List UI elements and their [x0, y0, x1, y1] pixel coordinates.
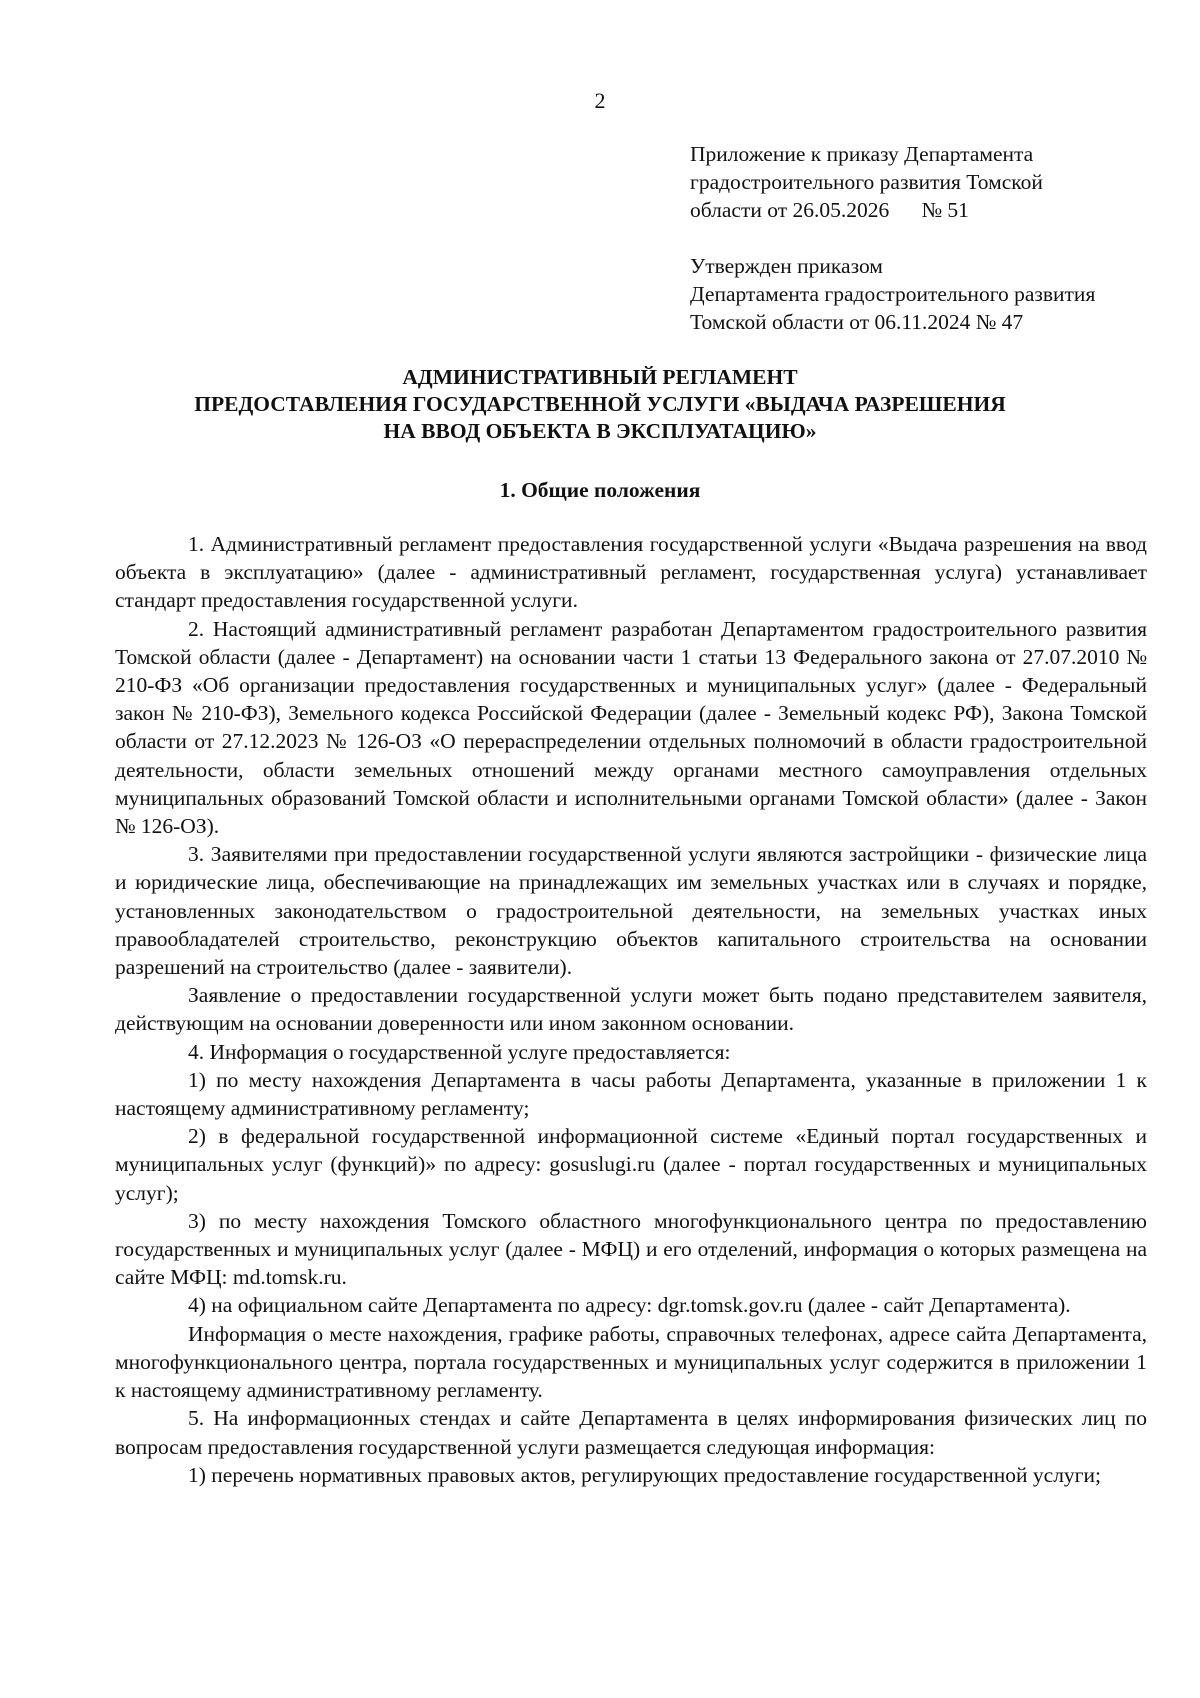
paragraph: 1) перечень нормативных правовых актов, регулирующих предоставление государственной услуги; [188, 1462, 1101, 1487]
approval-line: Томской области от 06.11.2024 № 47 [690, 310, 1024, 334]
title-line: НА ВВОД ОБЪЕКТА В ЭКСПЛУАТАЦИЮ» [383, 419, 817, 443]
paragraph: 3) по месту нахождения Томского областного многофункционального центра по предоставлению государственных и муниципальных услуг (далее - МФЦ) и его отделений, информация о которых размещена на сайте МФЦ: md.tomsk.ru. [115, 1208, 1147, 1290]
title-line: ПРЕДОСТАВЛЕНИЯ ГОСУДАРСТВЕННОЙ УСЛУГИ «ВЫДАЧА РАЗРЕШЕНИЯ [194, 392, 1006, 416]
paragraph: Информация о месте нахождения, графике работы, справочных телефонах, адресе сайта Департамента, многофункционального центра, портала государственных и муниципальных услуг содержится в приложении 1 к настоящему административному регламенту. [115, 1321, 1147, 1403]
section-heading: 1. Общие положения [499, 478, 701, 502]
paragraph: 4) на официальном сайте Департамента по адресу: dgr.tomsk.gov.ru (далее - сайт Департамента). [188, 1293, 1071, 1318]
approval-block [690, 252, 1160, 336]
appendix-block [690, 140, 1160, 224]
paragraph: 1) по месту нахождения Департамента в часы работы Департамента, указанные в приложении 1 к настоящему административному регламенту; [115, 1067, 1147, 1121]
appendix-line: области от 26.05.2026 № 51 [690, 198, 969, 222]
paragraph: 2) в федеральной государственной информационной системе «Единый портал государственных и муниципальных услуг (функций)» по адресу: gosuslugi.ru (далее - портал государственных и муниципальных услуг); [115, 1124, 1147, 1205]
paragraph: 4. Информация о государственной услуге предоставляется: [188, 1039, 731, 1064]
paragraph: 3. Заявителями при предоставлении государственной услуги являются застройщики - физические лица и юридические лица, обеспечивающие на принадлежащих им земельных участках или в случаях и порядке, установленных законодательством о градостроительной деятельности, на земельных участках иных правообладателей строительство, реконструкцию объектов капитального строительства на основании разрешений на строительство (далее - заявители). [115, 842, 1147, 980]
approval-line: Утвержден приказом [690, 254, 883, 278]
title-line: АДМИНИСТРАТИВНЫЙ РЕГЛАМЕНТ [402, 365, 798, 389]
document-title [100, 364, 1100, 445]
document-body [115, 530, 1147, 1489]
paragraph: 2. Настоящий административный регламент разработан Департаментом градостроительного развития Томской области (далее - Департамент) на основании части 1 статьи 13 Федерального закона от 27.07.2010 № 210-ФЗ «Об организации предоставления государственных и муниципальных услуг» (далее - Федеральный закон № 210-ФЗ), Земельного кодекса Российской Федерации (далее - Земельный кодекс РФ), Закона Томской области от 27.12.2023 № 126-ОЗ «О перераспределении отдельных полномочий в области градостроительной деятельности, области земельных отношений между органами местного самоуправления отдельных муниципальных образований Томской области и исполнительными органами Томской области» (далее - Закон № 126-ОЗ). [115, 616, 1147, 839]
appendix-line: градостроительного развития Томской [690, 170, 1043, 194]
page-number: 2 [594, 88, 606, 113]
paragraph: 1. Административный регламент предоставления государственной услуги «Выдача разрешения на ввод объекта в эксплуатацию» (далее - административный регламент, государственная услуга) устанавливает стандарт предоставления государственной услуги. [115, 532, 1147, 613]
paragraph: 5. На информационных стендах и сайте Департамента в целях информирования физических лиц по вопросам предоставления государственной услуги размещается следующая информация: [115, 1406, 1147, 1459]
approval-line: Департамента градостроительного развития [690, 282, 1096, 306]
paragraph: Заявление о предоставлении государственной услуги может быть подано представителем заявителя, действующим на основании доверенности или ином законном основании. [115, 983, 1147, 1036]
appendix-line: Приложение к приказу Департамента [690, 142, 1034, 166]
